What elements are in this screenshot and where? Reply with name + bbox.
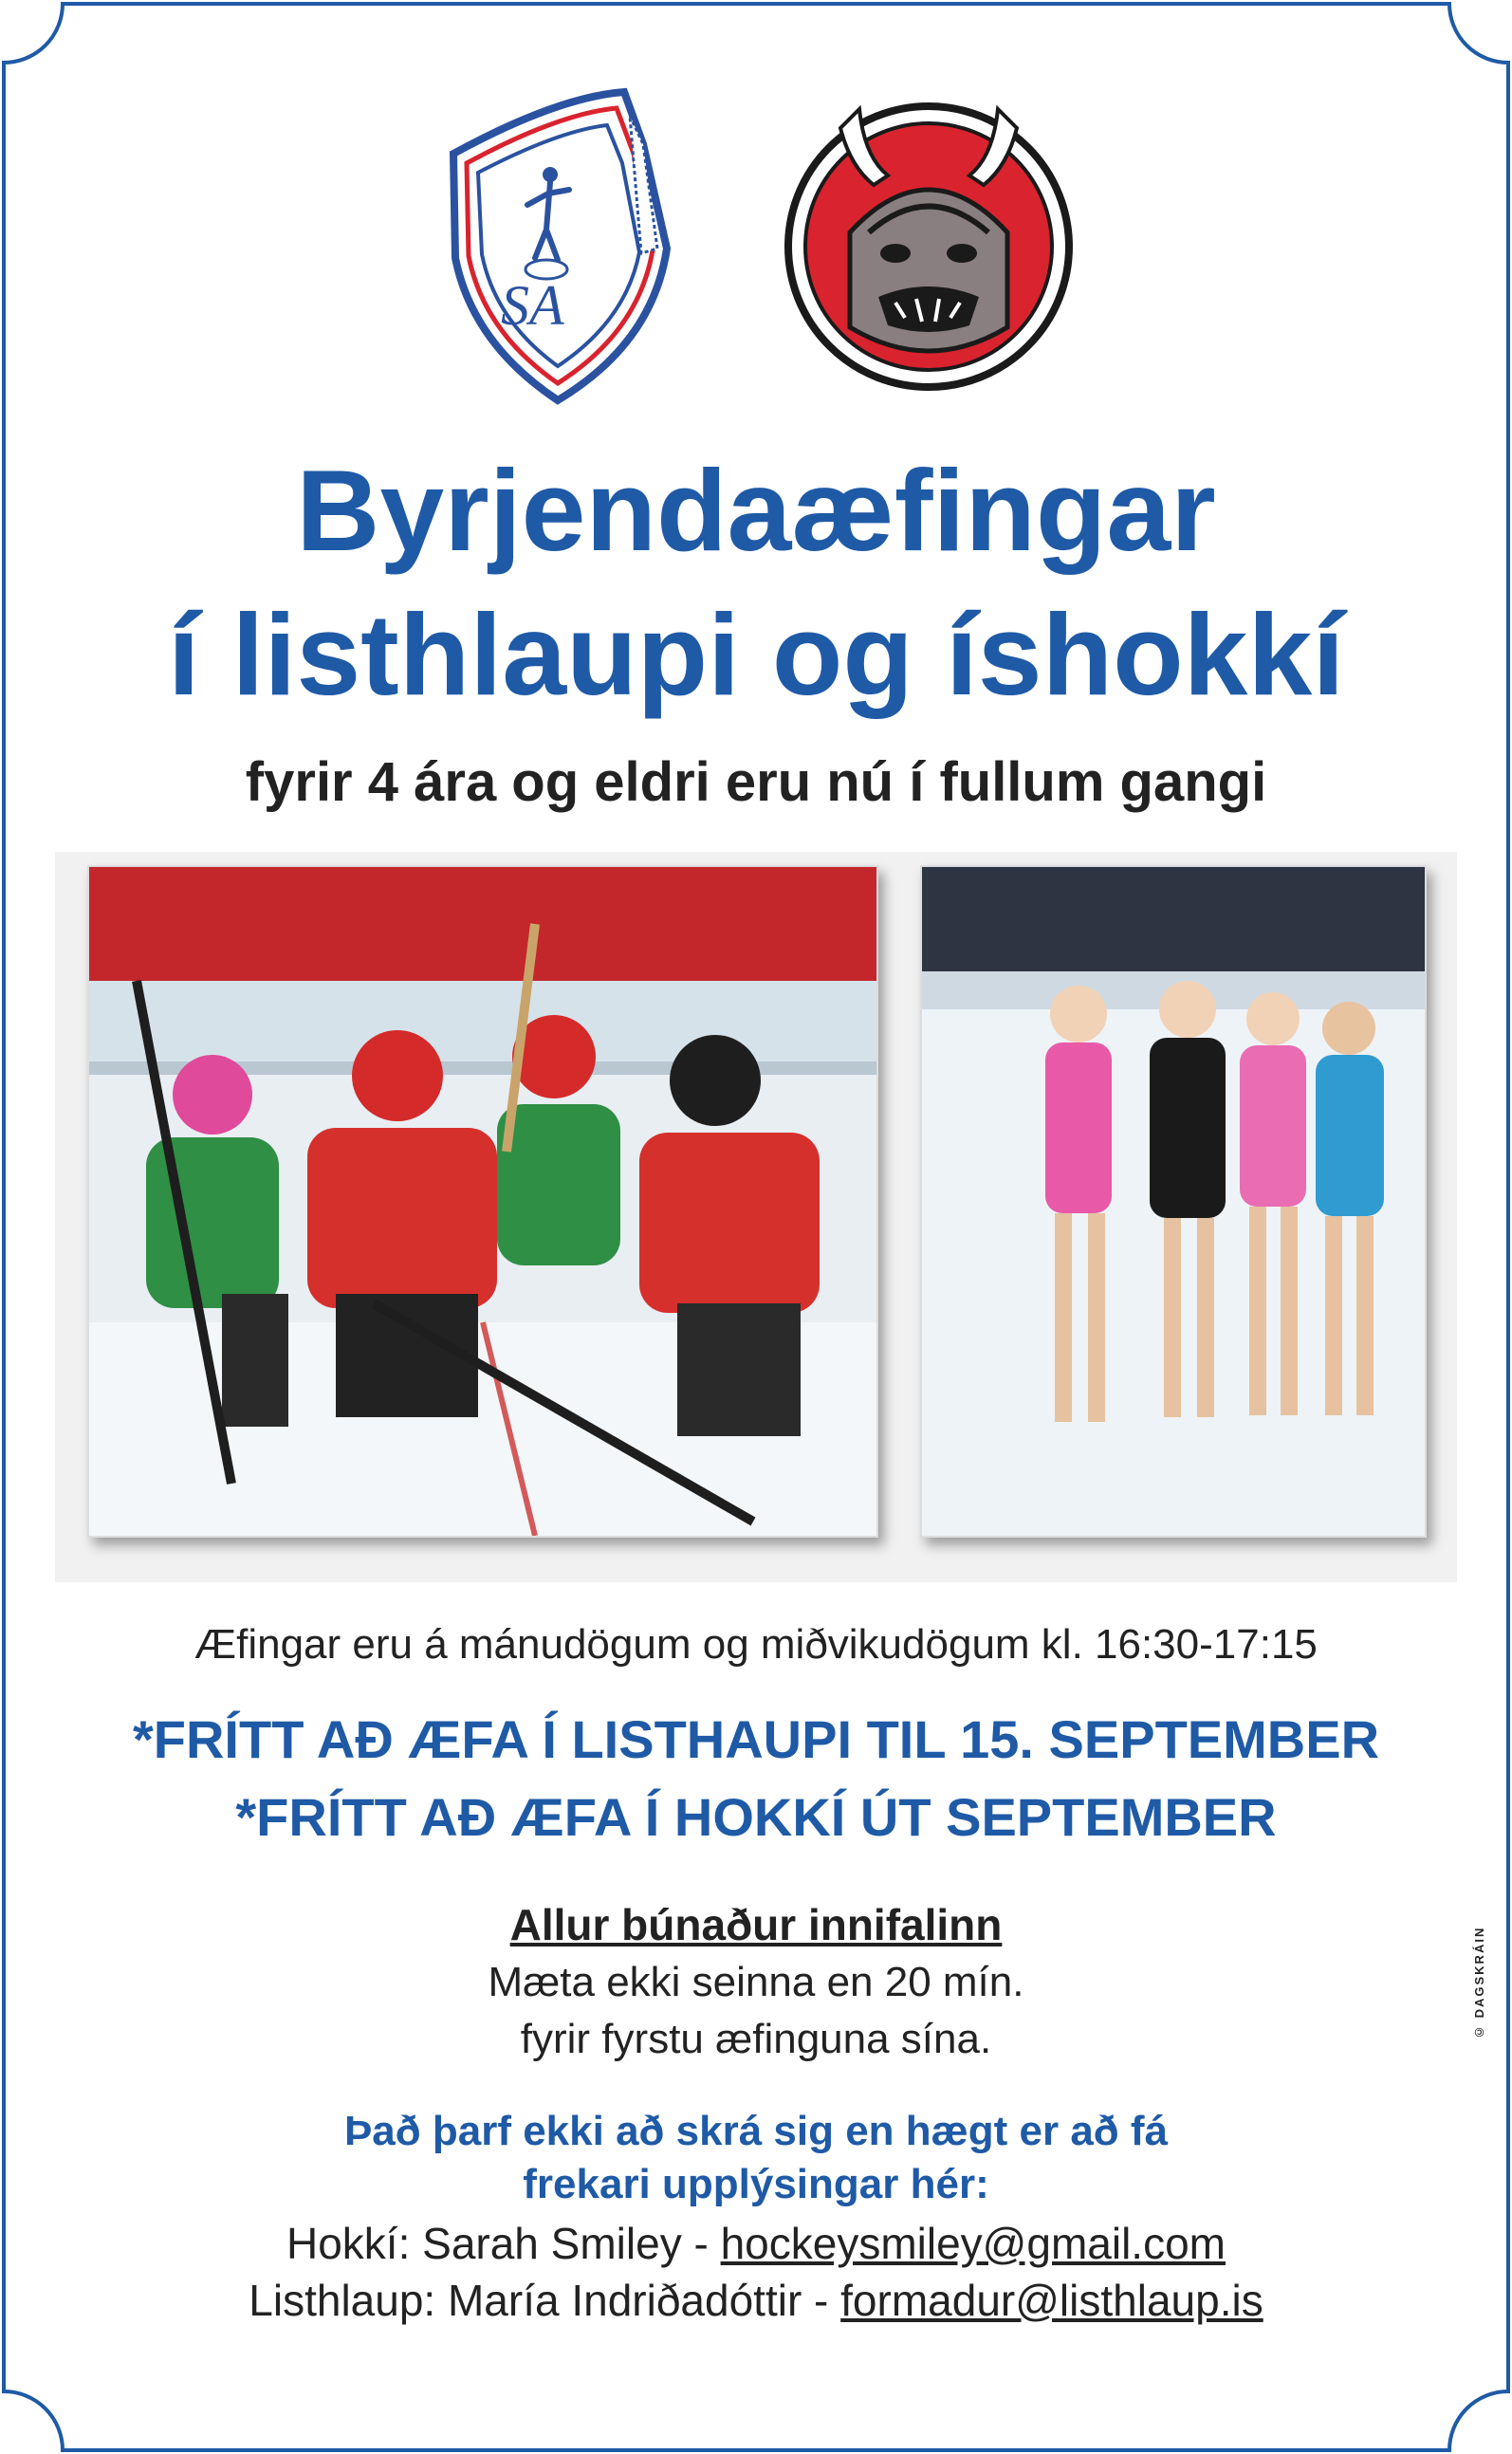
equipment-included: Allur búnaður innifalinn <box>509 1900 1003 1949</box>
contact-figure-skating <box>0 2273 1512 2328</box>
title-line-1: Byrjendaæfingar <box>296 446 1216 575</box>
info-line-2: frekari upplýsingar hér: <box>523 2161 989 2207</box>
contact-hockey-email-link[interactable]: hockeysmiley@gmail.com <box>720 2219 1226 2268</box>
info-line-1: Það þarf ekki að skrá sig en hægt er að fá <box>343 2108 1169 2154</box>
contact-hockey-label: Hokkí: Sarah Smiley - <box>286 2219 721 2268</box>
free-offer-figure-skating: *FRÍTT AÐ ÆFA Í LISTHAUPI TIL 15. SEPTEMBER <box>132 1709 1380 1769</box>
viking-helmet-icon <box>784 90 1074 392</box>
kids-hockey-photo <box>87 865 878 1538</box>
contact-figure-skating-email-link[interactable]: formadur@listhlaup.is <box>840 2276 1263 2325</box>
publisher-credit: © DAGSKRÁIN <box>1472 1926 1486 2039</box>
schedule-text: Æfingar eru á mánudögum og miðvikudögum kl. 16:30-17:15 <box>194 1621 1318 1668</box>
contact-figure-skating-label: Listhlaup: María Indriðadóttir - <box>249 2276 841 2325</box>
skater-shield-icon <box>444 87 681 410</box>
kids-figure-skating-photo <box>920 865 1427 1538</box>
subtitle: fyrir 4 ára og eldri eru nú í fullum gangi <box>245 751 1267 813</box>
arrival-note-2: fyrir fyrstu æfinguna sína. <box>520 2016 992 2062</box>
title-line-2: í listhlaupi og íshokkí <box>167 590 1345 719</box>
free-offer-hockey: *FRÍTT AÐ ÆFA Í HOKKÍ ÚT SEPTEMBER <box>235 1787 1277 1847</box>
svg-text:SA: SA <box>501 274 564 337</box>
contact-hockey <box>0 2216 1512 2271</box>
arrival-note-1: Mæta ekki seinna en 20 mín. <box>488 1959 1024 2005</box>
